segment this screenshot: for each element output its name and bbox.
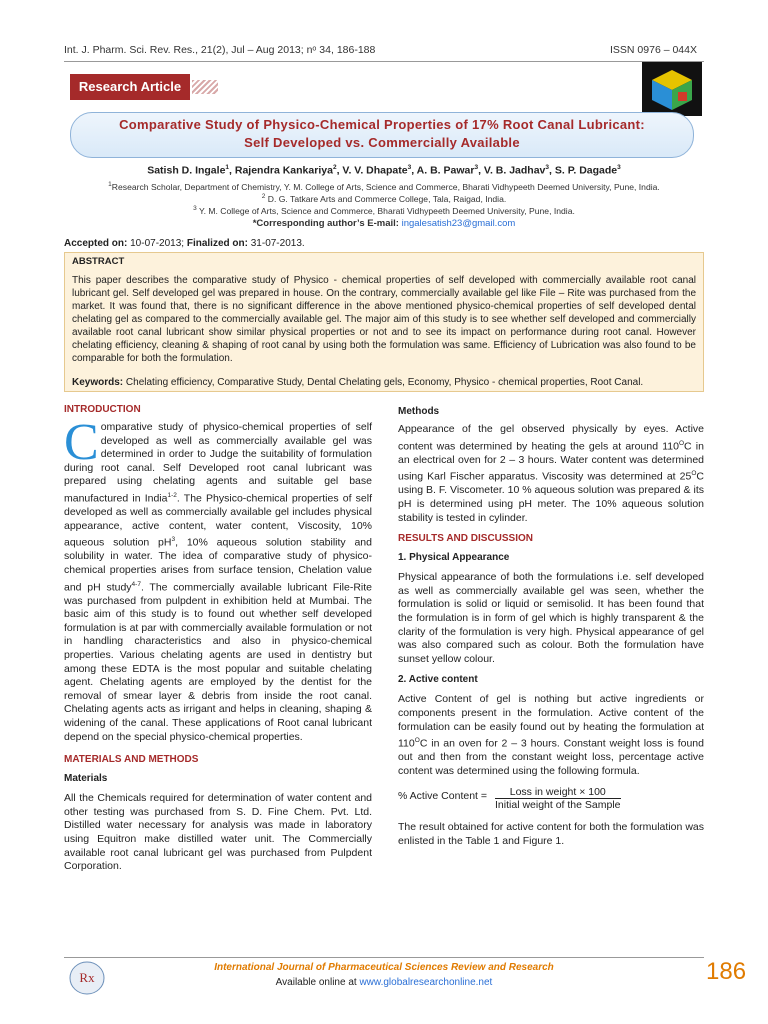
accepted-label: Accepted on:: [64, 238, 128, 249]
author: S. P. Dagade: [554, 164, 618, 177]
keywords-text: Chelating efficiency, Comparative Study, Dental Chelating gels, Economy, Physico - chemical properties, Root Canal.: [125, 377, 644, 388]
right-column: [398, 406, 704, 849]
author-affil-ref: 3: [407, 164, 412, 171]
research-article-badge: Research Article: [70, 74, 190, 100]
active-content-formula: [398, 786, 704, 811]
materials-heading: Materials: [64, 773, 108, 785]
issn-header: ISSN 0976 – 044X: [610, 44, 697, 56]
intro-part: . The commercially available lubricant File-Rite was purchased from pulpdent in exhibition held at Mumbai. The basic aim of this study is to found out whether self developed formulation is at par with commercially available formulation or not in handling characteristics and also in physico-chemical properties. Various chelating agents are used in dentistry but among these EDTA is the most popular and suitable chelating agent. Chelating agents are employed by the dentist for the removal of smear layer & debris from inside the root canal. Chelating agents acts as irrigant and helps in cleaning, shaping & widening of the canal. These applications of Root canal lubricant depend on the special physico-chemical properties.: [64, 581, 373, 743]
footer-journal-name: International Journal of Pharmaceutical Sciences Review and Research: [214, 962, 554, 973]
author-affil-ref: 3: [617, 164, 621, 171]
degree-symbol: O: [691, 470, 697, 478]
methods-part: C in an electrical oven for 2 – 3 hours. Water content was determined using Karl Fischer apparatus. Viscosity was determined at 25: [398, 440, 704, 483]
formula-fraction: [495, 786, 621, 811]
author: V. B. Jadhav: [483, 164, 546, 177]
keywords-label: Keywords:: [72, 377, 124, 388]
accepted-date: 10-07-2013;: [130, 238, 185, 249]
journal-cube-logo-icon: [642, 62, 702, 116]
finalized-date: 31-07-2013.: [250, 238, 305, 249]
degree-symbol: O: [678, 439, 685, 447]
active-content-text: [398, 693, 704, 778]
author: Satish D. Ingale: [147, 164, 226, 177]
methods-part: Appearance of the gel observed physically by eyes. Active content was determined by heating the gels at around 110: [398, 423, 704, 453]
degree-symbol: O: [414, 737, 420, 745]
author: Rajendra Kankariya: [234, 164, 333, 177]
availability-label: Available online at: [275, 977, 357, 988]
affil-number: 1: [108, 181, 112, 188]
introduction-text: [64, 414, 373, 744]
page-number: 186: [706, 958, 747, 985]
dropcap-letter: C: [64, 414, 99, 471]
svg-text:Rx: Rx: [79, 970, 95, 985]
materials-methods-heading: MATERIALS AND METHODS: [64, 754, 199, 766]
author: A. B. Pawar: [416, 164, 475, 177]
author-affil-ref: 2: [332, 164, 337, 171]
footer-availability: [64, 977, 704, 988]
citation-ref: 4-7: [131, 580, 141, 588]
intro-part: , 10% aqueous solution stability and solubility in water. The idea of comparative study of physico-chemical properties arises from surface tension, Chelation value and pH study: [64, 536, 372, 594]
active-part: C in an oven for 2 – 3 hours. Constant weight loss is found out and then from the constant weight loss, percentage active content was determined using the following formula.: [398, 737, 704, 777]
affil-number: 2: [261, 193, 266, 200]
citation-ref: 1-2: [167, 491, 177, 499]
paper-title: [70, 116, 694, 152]
title-line-2: Self Developed vs. Commercially Available: [244, 135, 520, 150]
corr-label: *Corresponding author’s E-mail:: [252, 218, 399, 229]
citation-header: Int. J. Pharm. Sci. Rev. Res., 21(2), Jul – Aug 2013; nᵒ 34, 186-188: [64, 44, 376, 56]
corresponding-author: [64, 218, 704, 229]
methods-text: [398, 423, 704, 525]
methods-part: C using B. F. Viscometer. 10 % aqueous solution was prepared & its pH is determined using pH meter. The 10% aqueous solution stability is tested in cylinder.: [398, 470, 704, 524]
physical-appearance-heading: 1. Physical Appearance: [398, 552, 510, 564]
keywords: [72, 377, 696, 388]
badge-decoration: [192, 80, 218, 94]
intro-part: omparative study of physico-chemical properties of self developed as well as commercially available gel was determined in order to Judge the suitability of formulation during root canal. Self Developed root canal lubricant was prepared using chelating agents and suitable gel base manufactured in India: [64, 421, 372, 505]
abstract-heading: ABSTRACT: [72, 256, 125, 267]
affiliation-1: [64, 181, 704, 192]
active-part: Active Content of gel is nothing but active ingredients or components present in the formulation. Active content of the formulation can be easily found out by heating the formulation at 110: [398, 693, 704, 750]
formula-numerator: Loss in weight × 100: [495, 786, 621, 799]
citation-ref: 3: [171, 536, 176, 544]
affiliation-3: [64, 205, 704, 216]
header-divider: [64, 61, 704, 62]
website-link[interactable]: www.globalresearchonline.net: [359, 977, 493, 988]
materials-text: All the Chemicals required for determination of water content and other testing was purchased from S. D. Fine Chem. Pvt. Ltd. Distilled water necessary for analysis was made in laboratory using Equitron make distilled water unit. The Commercially available root canal lubricant gel was purchased from Pulpdent Corporation.: [64, 792, 372, 873]
left-column: [64, 404, 372, 874]
author-affil-ref: 3: [545, 164, 550, 171]
formula-lhs: % Active Content =: [398, 790, 488, 803]
affiliation-2: [64, 193, 704, 204]
finalized-label: Finalized on:: [186, 238, 248, 249]
abstract-text: This paper describes the comparative study of Physico - chemical properties of self developed with commercially available root canal lubricant gel. Self developed gel was prepared in house. On the contrary, commercially available gel like File – Rite was purchased from the market. It was found that, there is no significant difference in the above mentioned physico-chemical properties of self developed dental chelating gel as compared to the commercially available gel. The major aim of this study is to see whether self developed and commercially available root canal lubricant show similar physical properties or not and to see its impact on performance during root canal. However chelating efficiency, cleaning & shaping of root canal by using both the formulation was same. Efficiency of Lubrication was also found to be comparable for both the formulation.: [72, 275, 696, 364]
title-line-1: Comparative Study of Physico-Chemical Properties of 17% Root Canal Lubricant:: [119, 117, 645, 132]
result-text: The result obtained for active content for both the formulation was enlisted in the Table 1 and Figure 1.: [398, 821, 704, 847]
author-affil-ref: 3: [474, 164, 479, 171]
author: V. V. Dhapate: [342, 164, 408, 177]
affil-text: D. G. Tatkare Arts and Commerce College, Tala, Raigad, India.: [267, 193, 507, 204]
dates-line: [64, 238, 305, 249]
results-discussion-heading: RESULTS AND DISCUSSION: [398, 533, 534, 545]
author-affil-ref: 1: [225, 164, 230, 171]
affil-text: Y. M. College of Arts, Science and Commerce, Bharati Vidhypeeth Deemed University, Pune, India.: [198, 205, 575, 216]
active-content-heading: 2. Active content: [398, 674, 478, 686]
footer-divider: [64, 957, 704, 958]
methods-heading: Methods: [398, 406, 440, 417]
author-list: Satish D. Ingale$^1$, Rajendra Kankariya$^2$, V. V. Dhapate$^3$, A. B. Pawar$^3$, V. B. Jadhav$^3$, S. P. Dagade$^3$: [147, 164, 621, 177]
affil-text: Research Scholar, Department of Chemistry, Y. M. College of Arts, Science and Commerce, Bharati Vidhypeeth Deemed University, Pune, India.: [111, 181, 660, 192]
formula-denominator: Initial weight of the Sample: [495, 799, 621, 812]
corr-email-link[interactable]: ingalesatish23@gmail.com: [401, 218, 516, 229]
introduction-heading: INTRODUCTION: [64, 404, 141, 415]
physical-appearance-text: Physical appearance of both the formulations i.e. self developed as well as commercially available gel was seen, whether the formulation is solid or liquid or semisolid. It has been found that the formulation is in form of gel which is highly transparent & the clarity of the formulation is very high. Physical appearance of gel was also compared such as colour. Both the formulation have sunset yellow colour.: [398, 571, 704, 665]
intro-part: . The Physico-chemical properties of self developed as well as commercially available gel includes physical appearance, active content, water content, Viscosity, 10% aqueous solution pH: [64, 492, 373, 549]
affil-number: 3: [193, 205, 197, 212]
